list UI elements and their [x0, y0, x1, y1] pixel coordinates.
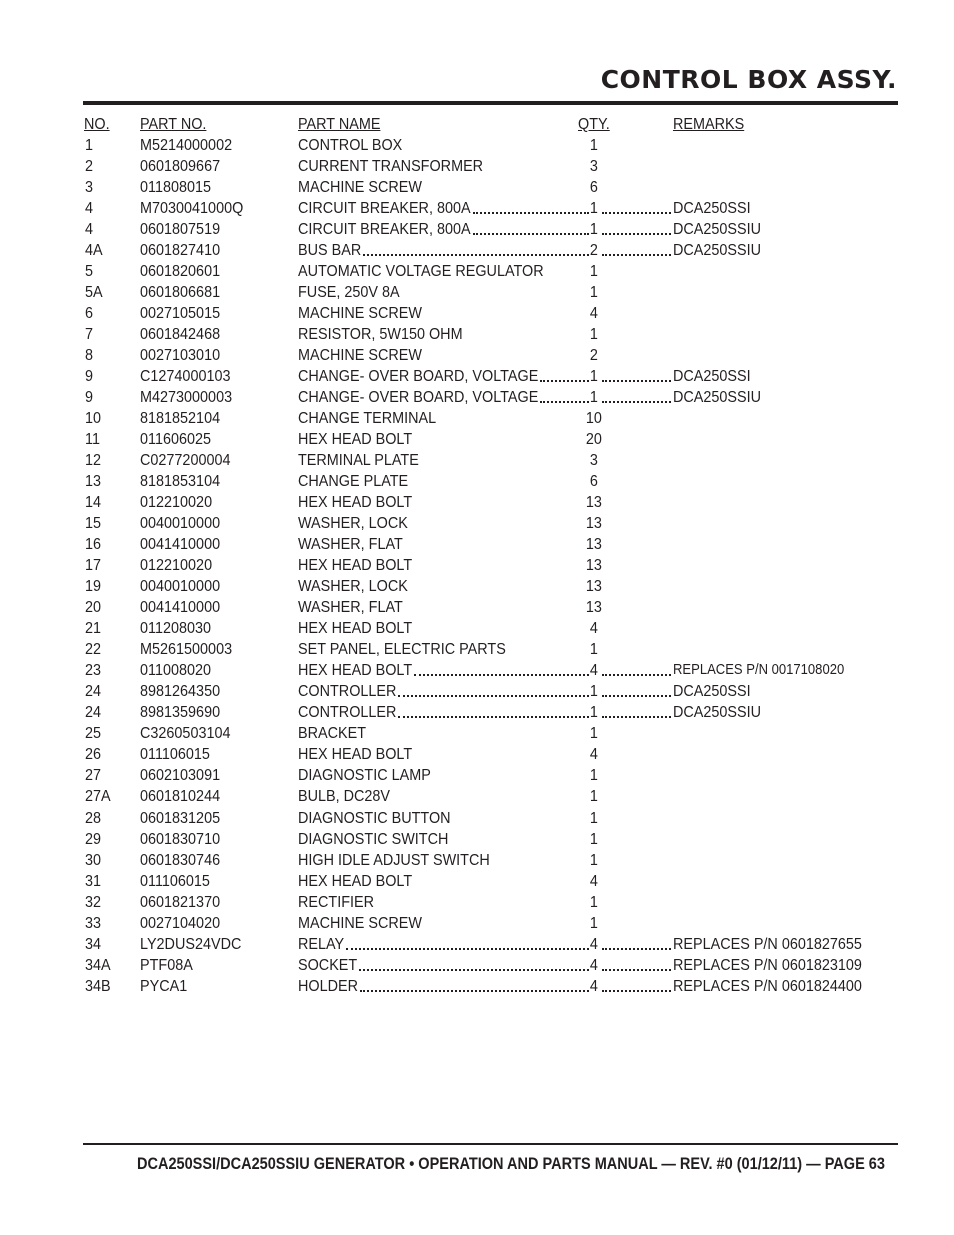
quantity: 1 — [589, 830, 598, 848]
part-name: WASHER, LOCK — [298, 578, 408, 596]
part-name: RELAY — [298, 935, 345, 953]
part-name: HIGH IDLE ADJUST SWITCH — [298, 851, 490, 869]
part-number: 011008020 — [140, 662, 212, 680]
table-row — [0, 976, 954, 997]
dot-leader — [540, 380, 589, 382]
part-number: 0041410000 — [140, 599, 221, 617]
table-row — [0, 366, 954, 387]
item-number: 25 — [85, 725, 102, 743]
item-number: 23 — [85, 662, 102, 680]
dot-leader — [602, 233, 671, 235]
part-number: 011606025 — [140, 431, 212, 449]
table-row — [0, 829, 954, 850]
item-number: 22 — [85, 641, 102, 659]
table-row — [0, 765, 954, 786]
part-name: MACHINE SCREW — [298, 305, 423, 323]
quantity: 10 — [585, 410, 602, 428]
part-number: 0040010000 — [140, 515, 221, 533]
table-row — [0, 261, 954, 282]
quantity: 1 — [589, 683, 598, 701]
part-number: C1274000103 — [140, 368, 231, 386]
part-number: 012210020 — [140, 557, 213, 575]
quantity: 1 — [589, 326, 598, 344]
part-number: 0601810244 — [140, 788, 221, 806]
quantity: 3 — [589, 158, 598, 176]
quantity: 4 — [589, 956, 598, 974]
part-name: RECTIFIER — [298, 893, 375, 911]
remarks: DCA250SSI — [673, 200, 751, 218]
quantity: 13 — [585, 578, 602, 596]
item-number: 15 — [85, 515, 102, 533]
item-number: 24 — [85, 683, 102, 701]
quantity: 13 — [585, 599, 602, 617]
quantity: 20 — [585, 431, 602, 449]
item-number: 4A — [85, 242, 103, 260]
table-row — [0, 408, 954, 429]
column-header-part-name: PART NAME — [298, 116, 381, 133]
item-number: 19 — [85, 578, 102, 596]
remarks: REPLACES P/N 0601823109 — [673, 956, 862, 974]
item-number: 29 — [85, 830, 102, 848]
quantity: 13 — [585, 494, 602, 512]
part-name: HEX HEAD BOLT — [298, 746, 413, 764]
column-header-no: NO. — [84, 116, 110, 133]
part-number: C3260503104 — [140, 725, 231, 743]
table-row — [0, 303, 954, 324]
quantity: 4 — [589, 620, 598, 638]
quantity: 1 — [589, 767, 598, 785]
part-name: MACHINE SCREW — [298, 347, 423, 365]
quantity: 6 — [589, 473, 598, 491]
table-row — [0, 471, 954, 492]
table-row — [0, 808, 954, 829]
part-number: M5214000002 — [140, 137, 233, 154]
part-number: 0601806681 — [140, 284, 221, 302]
item-number: 24 — [85, 704, 102, 722]
dot-leader — [363, 254, 589, 256]
table-row — [0, 345, 954, 366]
dot-leader — [602, 380, 671, 382]
part-number: 0601821370 — [140, 893, 221, 911]
quantity: 1 — [589, 284, 598, 302]
item-number: 27 — [85, 767, 102, 785]
dot-leader — [398, 695, 588, 697]
quantity: 1 — [589, 221, 598, 239]
table-row — [0, 597, 954, 618]
quantity: 1 — [589, 809, 598, 827]
table-row — [0, 934, 954, 955]
dot-leader — [602, 695, 671, 697]
dot-leader — [602, 254, 671, 256]
part-number: 0040010000 — [140, 578, 221, 596]
part-name: HEX HEAD BOLT — [298, 872, 413, 890]
item-number: 6 — [85, 305, 94, 323]
quantity: 4 — [589, 746, 598, 764]
part-name: HEX HEAD BOLT — [298, 431, 413, 449]
item-number: 5A — [85, 284, 103, 302]
table-row — [0, 555, 954, 576]
quantity: 4 — [589, 935, 598, 953]
part-name: HEX HEAD BOLT — [298, 494, 413, 512]
item-number: 7 — [85, 326, 94, 344]
quantity: 4 — [589, 662, 598, 680]
item-number: 33 — [85, 914, 102, 932]
part-name: CHANGE PLATE — [298, 473, 409, 491]
item-number: 34B — [85, 977, 111, 995]
table-row — [0, 324, 954, 345]
quantity: 1 — [589, 893, 598, 911]
part-number: 012210020 — [140, 494, 213, 512]
column-header-qty: QTY. — [578, 116, 610, 133]
quantity: 2 — [589, 347, 598, 365]
dot-leader — [473, 233, 589, 235]
table-row — [0, 198, 954, 219]
part-name: HOLDER — [298, 977, 359, 995]
remarks: DCA250SSI — [673, 683, 751, 701]
remarks: DCA250SSIU — [673, 221, 762, 239]
dot-leader — [602, 990, 671, 992]
top-rule — [83, 101, 898, 105]
table-row — [0, 282, 954, 303]
part-name: CHANGE- OVER BOARD, VOLTAGE — [298, 368, 539, 386]
item-number: 14 — [85, 494, 102, 512]
dot-leader — [398, 716, 588, 718]
part-name: CONTROLLER — [298, 683, 397, 701]
item-number: 16 — [85, 536, 102, 554]
part-name: HEX HEAD BOLT — [298, 557, 413, 575]
quantity: 13 — [585, 515, 602, 533]
remarks: DCA250SSI — [673, 368, 751, 386]
table-row — [0, 576, 954, 597]
table-row — [0, 913, 954, 934]
part-number: 011208030 — [140, 620, 212, 638]
part-number: 0041410000 — [140, 536, 221, 554]
dot-leader — [602, 948, 671, 950]
part-number: M5261500003 — [140, 641, 233, 659]
part-name: CIRCUIT BREAKER, 800A — [298, 221, 471, 239]
remarks: DCA250SSIU — [673, 389, 762, 407]
table-row — [0, 660, 954, 681]
item-number: 34A — [85, 956, 111, 974]
part-number: 8181853104 — [140, 473, 221, 491]
part-name: SET PANEL, ELECTRIC PARTS — [298, 641, 506, 659]
part-number: 8981359690 — [140, 704, 221, 722]
table-row — [0, 871, 954, 892]
quantity: 1 — [589, 641, 598, 659]
item-number: 8 — [85, 347, 94, 365]
remarks: REPLACES P/N 0601824400 — [673, 977, 862, 995]
part-name: HEX HEAD BOLT — [298, 662, 413, 680]
item-number: 9 — [85, 389, 94, 407]
item-number: 5 — [85, 263, 94, 281]
quantity: 3 — [589, 452, 598, 470]
item-number: 12 — [85, 452, 102, 470]
part-name: DIAGNOSTIC SWITCH — [298, 830, 449, 848]
item-number: 4 — [85, 200, 94, 218]
dot-leader — [602, 674, 671, 676]
part-number: 8981264350 — [140, 683, 221, 701]
part-name: CHANGE TERMINAL — [298, 410, 437, 428]
bottom-rule — [83, 1143, 898, 1145]
table-row — [0, 177, 954, 198]
item-number: 17 — [85, 557, 102, 575]
part-name: FUSE, 250V 8A — [298, 284, 400, 302]
part-name: MACHINE SCREW — [298, 179, 423, 197]
part-number: 0602103091 — [140, 767, 221, 785]
part-name: BUS BAR — [298, 242, 362, 260]
page-title: CONTROL BOX ASSY. — [600, 65, 897, 94]
table-row — [0, 702, 954, 723]
remarks: REPLACES P/N 0601827655 — [673, 935, 862, 953]
quantity: 13 — [585, 536, 602, 554]
quantity: 1 — [589, 263, 598, 281]
part-name: SOCKET — [298, 956, 358, 974]
part-name: HEX HEAD BOLT — [298, 620, 413, 638]
table-row — [0, 135, 954, 156]
table-row — [0, 513, 954, 534]
part-name: BRACKET — [298, 725, 367, 743]
part-name: MACHINE SCREW — [298, 914, 423, 932]
part-number: 0027103010 — [140, 347, 221, 365]
part-name: CIRCUIT BREAKER, 800A — [298, 200, 471, 218]
quantity: 6 — [589, 179, 598, 197]
part-number: 8181852104 — [140, 410, 221, 428]
part-number: 0601842468 — [140, 326, 221, 344]
part-name: CHANGE- OVER BOARD, VOLTAGE — [298, 389, 539, 407]
part-number: 011106015 — [140, 746, 210, 764]
part-number: 0027104020 — [140, 914, 221, 932]
table-row — [0, 618, 954, 639]
dot-leader — [602, 401, 671, 403]
item-number: 9 — [85, 368, 94, 386]
part-number: C0277200004 — [140, 452, 231, 470]
part-number: M7030041000Q — [140, 200, 244, 218]
item-number: 30 — [85, 851, 102, 869]
part-number: 0601830710 — [140, 830, 221, 848]
quantity: 4 — [589, 977, 598, 995]
quantity: 1 — [589, 788, 598, 806]
remarks: REPLACES P/N 0017108020 — [673, 662, 845, 679]
remarks: DCA250SSIU — [673, 242, 762, 260]
quantity: 1 — [589, 704, 598, 722]
part-name: DIAGNOSTIC BUTTON — [298, 809, 451, 827]
part-name: RESISTOR, 5W150 OHM — [298, 326, 463, 344]
quantity: 4 — [589, 305, 598, 323]
part-number: PYCA1 — [140, 977, 188, 995]
part-name: WASHER, LOCK — [298, 515, 408, 533]
part-name: TERMINAL PLATE — [298, 452, 419, 470]
table-row — [0, 681, 954, 702]
page-footer: DCA250SSI/DCA250SSIU GENERATOR • OPERATION AND PARTS MANUAL — REV. #0 (01/12/11) — PAGE 63 — [137, 1155, 885, 1173]
quantity: 13 — [585, 557, 602, 575]
part-name: DIAGNOSTIC LAMP — [298, 767, 431, 785]
quantity: 4 — [589, 872, 598, 890]
item-number: 13 — [85, 473, 102, 491]
part-name: WASHER, FLAT — [298, 536, 403, 554]
part-name: BULB, DC28V — [298, 788, 391, 806]
item-number: 11 — [85, 431, 100, 449]
dot-leader — [473, 212, 589, 214]
table-row — [0, 156, 954, 177]
part-number: 0601820601 — [140, 263, 221, 281]
table-row — [0, 892, 954, 913]
item-number: 32 — [85, 893, 102, 911]
table-row — [0, 219, 954, 240]
part-number: 0601831205 — [140, 809, 221, 827]
part-name: CONTROLLER — [298, 704, 397, 722]
item-number: 10 — [85, 410, 102, 428]
item-number: 34 — [85, 935, 102, 953]
table-row — [0, 492, 954, 513]
table-row — [0, 850, 954, 871]
dot-leader — [602, 969, 671, 971]
part-number: 0027105015 — [140, 305, 221, 323]
item-number: 4 — [85, 221, 94, 239]
quantity: 2 — [589, 242, 598, 260]
part-number: PTF08A — [140, 956, 193, 974]
table-row — [0, 387, 954, 408]
item-number: 31 — [85, 872, 102, 890]
table-row — [0, 955, 954, 976]
item-number: 21 — [85, 620, 102, 638]
dot-leader — [602, 212, 671, 214]
table-row — [0, 534, 954, 555]
table-row — [0, 786, 954, 807]
item-number: 3 — [85, 179, 94, 197]
table-row — [0, 723, 954, 744]
dot-leader — [540, 401, 589, 403]
part-number: 0601827410 — [140, 242, 221, 260]
quantity: 1 — [589, 137, 598, 154]
item-number: 20 — [85, 599, 102, 617]
item-number: 28 — [85, 809, 102, 827]
quantity: 1 — [589, 914, 598, 932]
quantity: 1 — [589, 851, 598, 869]
parts-table — [0, 135, 954, 997]
part-number: 011808015 — [140, 179, 212, 197]
table-row — [0, 639, 954, 660]
part-name: AUTOMATIC VOLTAGE REGULATOR — [298, 263, 544, 281]
column-header-remarks: REMARKS — [673, 116, 745, 133]
dot-leader — [360, 990, 589, 992]
dot-leader — [359, 969, 589, 971]
quantity: 1 — [589, 725, 598, 743]
part-number: 011106015 — [140, 872, 210, 890]
dot-leader — [414, 674, 589, 676]
part-number: M4273000003 — [140, 389, 233, 407]
table-row — [0, 240, 954, 261]
part-name: CURRENT TRANSFORMER — [298, 158, 484, 176]
part-number: 0601807519 — [140, 221, 221, 239]
dot-leader — [602, 716, 671, 718]
table-row — [0, 429, 954, 450]
column-header-part-no: PART NO. — [140, 116, 207, 133]
part-name: CONTROL BOX — [298, 137, 403, 154]
table-row — [0, 450, 954, 471]
part-name: WASHER, FLAT — [298, 599, 403, 617]
item-number: 2 — [85, 158, 94, 176]
table-row — [0, 744, 954, 765]
dot-leader — [346, 948, 589, 950]
quantity: 1 — [589, 389, 598, 407]
part-number: LY2DUS24VDC — [140, 935, 242, 953]
item-number: 26 — [85, 746, 102, 764]
item-number: 1 — [85, 137, 94, 154]
remarks: DCA250SSIU — [673, 704, 762, 722]
part-number: 0601830746 — [140, 851, 221, 869]
item-number: 27A — [85, 788, 111, 806]
part-number: 0601809667 — [140, 158, 221, 176]
quantity: 1 — [589, 200, 598, 218]
quantity: 1 — [589, 368, 598, 386]
